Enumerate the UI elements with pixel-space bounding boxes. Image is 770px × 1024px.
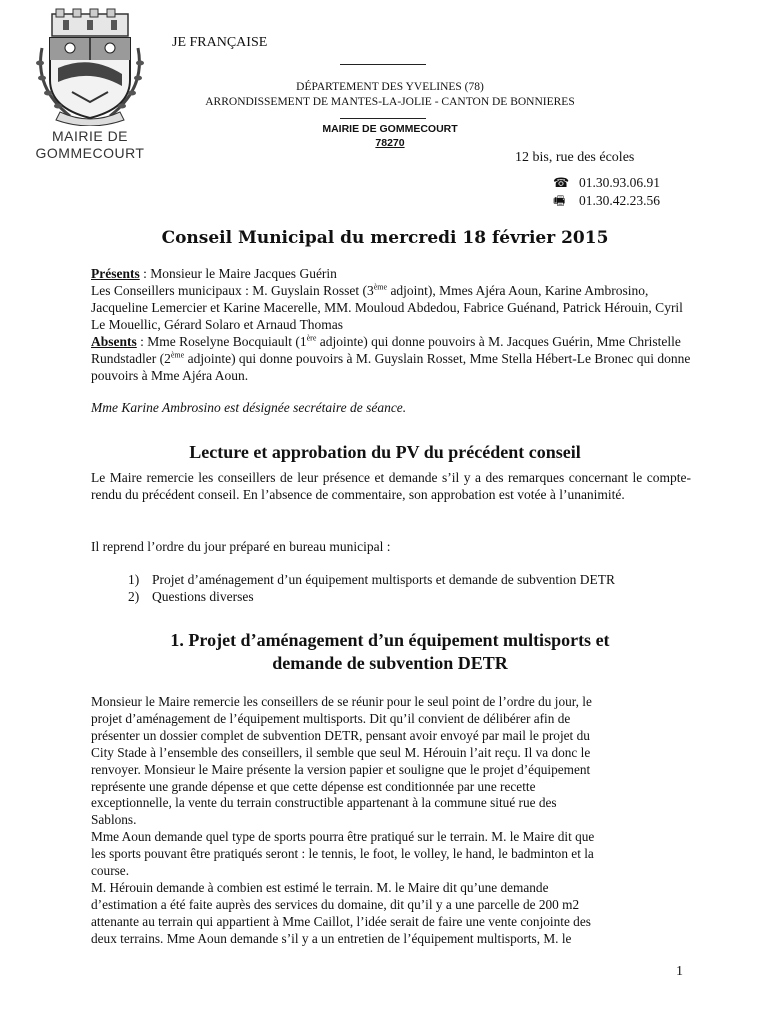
arrondissement-line: ARRONDISSEMENT DE MANTES-LA-JOLIE - CANTON DE BONNIERES — [205, 96, 575, 108]
phone-line — [553, 175, 660, 191]
agenda-list — [128, 571, 615, 605]
body-line: représente une grande dépense et que cette dépense est conditionnée par une recette — [91, 778, 536, 794]
header-divider — [340, 118, 426, 119]
body-line: projet d’aménagement de l’équipement multisports. Dit qu’il convient de délibérer afin de — [91, 710, 571, 726]
list-item-text: Projet d’aménagement d’un équipement multisports et demande de subvention DETR — [152, 572, 616, 587]
address: 12 bis, rue des écoles — [515, 150, 635, 165]
body-line: attenante au terrain qui appartient à Mme Caillot, l’idée serait de faire une vente conjointe des — [91, 913, 591, 929]
departement-line: DÉPARTEMENT DES YVELINES (78) — [296, 81, 484, 93]
absents-text-c: adjointe) qui donne pouvoirs à M. Guyslain Rosset, Mme Stella Hébert-Le Bronec qui donne pouvoirs à Mme Ajéra Aoun. — [91, 351, 691, 383]
body-line: City Stade à l’ensemble des conseillers, il semble que seul M. Hérouin l’ait reçu. Il va donc le — [91, 744, 591, 760]
list-item — [128, 571, 615, 588]
section1-heading-line1: 1. Projet d’aménagement d’un équipement multisports et — [170, 630, 610, 650]
presents-line — [91, 265, 691, 282]
ordinal-sup: ème — [170, 350, 185, 360]
attendance-block — [91, 265, 691, 384]
ordinal-sup: ère — [306, 333, 317, 343]
section1-heading-line2: demande de subvention DETR — [272, 653, 508, 673]
ordre-du-jour-intro: Il reprend l’ordre du jour préparé en bureau municipal : — [91, 539, 391, 554]
mairie-logo-label — [22, 128, 158, 162]
body-line: renvoyer. Monsieur le Maire présente la version papier et souligne que le projet d’équipement — [91, 761, 591, 777]
conseillers-text-b: adjoint), Mmes Ajéra Aoun, Karine Ambrosino, Jacqueline Lemercier et Karine Macerelle, MM. Mouloud Abdedou, Fabrice Guénand, Patrick Hérouin, Cyril Le Mouellic, Gérard Solaro et Arnaud Thomas — [91, 283, 683, 332]
coat-of-arms-logo — [30, 8, 150, 126]
section1-heading — [140, 629, 640, 675]
fax-number: 01.30.42.23.56 — [579, 193, 660, 208]
absents-text-b: adjointe) qui donne pouvoirs à M. Jacques Guérin, Mme Christelle Rundstadler (2 — [91, 334, 681, 366]
presents-text: : Monsieur le Maire Jacques Guérin — [139, 266, 337, 281]
lecture-paragraph: Le Maire remercie les conseillers de leur présence et demande s’il y a des remarques concernant le compte-rendu du précédent conseil. En l’absence de commentaire, son approbation est votée à l’unanimité. — [91, 470, 691, 502]
body-line: présenter un dossier complet de subvention DETR, pensant avoir envoyé par mail le projet du — [91, 727, 590, 743]
body-line: course. — [91, 863, 130, 879]
list-item-text: Questions diverses — [152, 589, 254, 604]
lecture-heading: Lecture et approbation du PV du précédent conseil — [189, 442, 581, 462]
list-item-number: 1) — [128, 572, 140, 587]
presents-label: Présents — [91, 266, 140, 281]
conseillers-text — [91, 282, 691, 333]
body-line: M. Hérouin demande à combien est estimé le terrain. M. le Maire dit qu’une demande — [91, 879, 549, 895]
fax-line — [553, 192, 660, 214]
fax-icon: 🖷 — [553, 194, 566, 209]
header-divider — [340, 64, 426, 65]
body-line: Mme Aoun demande quel type de sports pourra être pratiqué sur le terrain. M. le Maire dit que — [91, 829, 595, 845]
list-item-number: 2) — [128, 589, 140, 604]
body-line: exceptionnelle, la vente du terrain constructible appartenant à la commune situé rue des — [91, 795, 557, 811]
phone-number: 01.30.93.06.91 — [579, 175, 660, 190]
mairie-label-line2: GOMMECOURT — [35, 145, 145, 161]
absents-label: Absents — [91, 334, 137, 349]
telephone-icon: ☎ — [553, 176, 570, 191]
body-line: deux terrains. Mme Aoun demande s’il y a un entretien de l’équipement multisports, M. le — [91, 930, 572, 946]
postal-code: 78270 — [375, 137, 405, 149]
body-line: d’estimation a été faite auprès des services du domaine, dit qu’il y a une parcelle de 200 m2 — [91, 896, 580, 912]
republique-heading: JE FRANÇAISE — [172, 35, 268, 50]
conseillers-text-a: Les Conseillers municipaux : M. Guyslain Rosset (3 — [91, 283, 374, 298]
document-title: Conseil Municipal du mercredi 18 février 2015 — [161, 228, 609, 248]
body-line: Sablons. — [91, 812, 137, 828]
absents-text-a: : Mme Roselyne Bocquiault (1 — [136, 334, 307, 349]
absents-line — [91, 333, 691, 384]
secretaire-line: Mme Karine Ambrosino est désignée secrétaire de séance. — [91, 400, 407, 415]
mairie-label-line1: MAIRIE DE — [51, 128, 129, 144]
list-item — [128, 588, 615, 605]
page-number: 1 — [676, 964, 683, 979]
body-line: les sports pouvant être pratiqués seront : le tennis, le foot, le volley, le hand, le badminton et la — [91, 846, 594, 862]
mairie-line: MAIRIE DE GOMMECOURT — [322, 123, 458, 135]
section1-body — [91, 694, 691, 948]
ordinal-sup: ème — [373, 282, 388, 292]
body-line: Monsieur le Maire remercie les conseillers de se réunir pour le seul point de l’ordre du jour, le — [91, 694, 592, 709]
